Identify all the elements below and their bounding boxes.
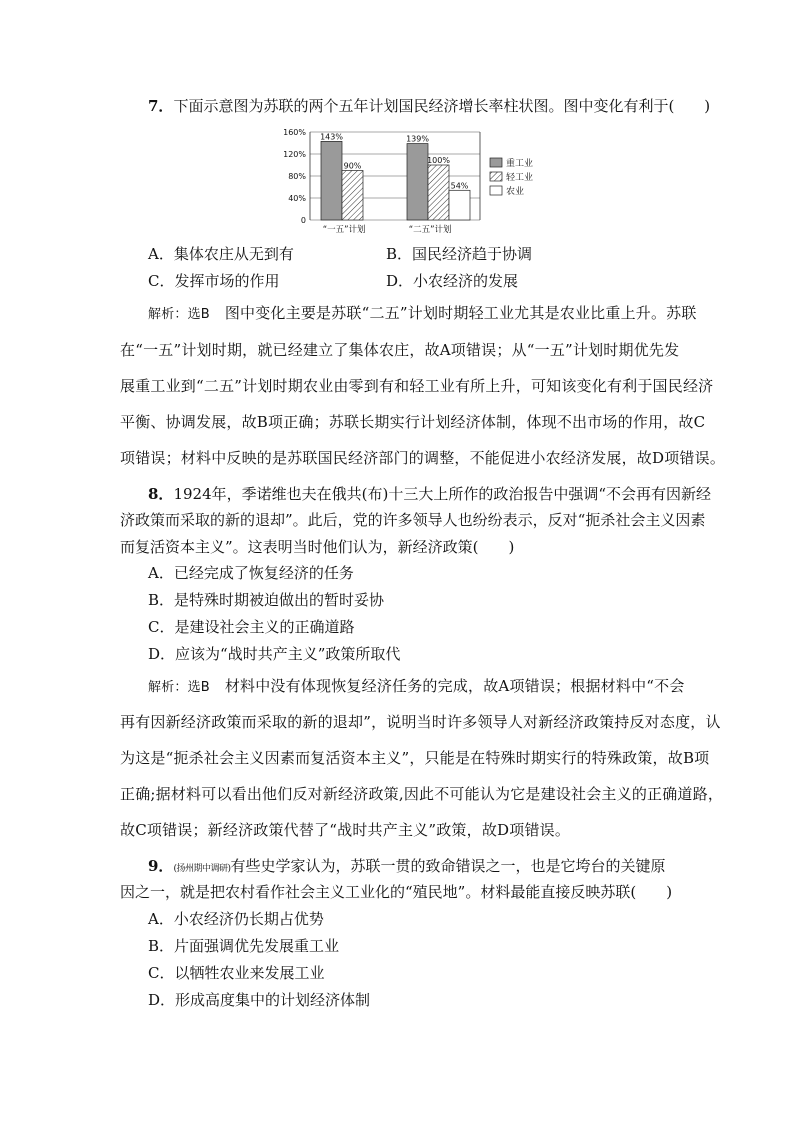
legend-label-农业: 农业 <box>506 187 525 197</box>
chart-y-tick-labels <box>283 128 306 225</box>
q7-analysis-label: 解析：选B <box>148 307 210 322</box>
q9-option-c-letter: C． <box>148 964 175 982</box>
bar-重工业-0 <box>321 141 342 220</box>
q9-option-a <box>148 909 324 929</box>
q7-option-c <box>148 271 280 291</box>
q8-option-b-letter: B． <box>148 591 175 609</box>
q7-option-c-letter: C． <box>148 272 175 290</box>
q9-stem-text-1: 有些史学家认为，苏联一贯的致命错误之一，也是它垮台的关键原 <box>230 857 666 875</box>
q7-analysis-line-3: 展重工业到“二五”计划时期农业由零到有和轻工业有所上升，可知该变化有利于国民经济 <box>120 377 714 395</box>
y-tick-label-0: 0 <box>300 216 306 225</box>
chart-legend <box>490 157 533 197</box>
bar-轻工业-1 <box>428 165 449 220</box>
q8-option-c-letter: C． <box>148 618 175 636</box>
data-label-轻工业-1: 100% <box>427 156 450 165</box>
q9-option-c <box>148 963 325 983</box>
legend-label-轻工业: 轻工业 <box>506 173 534 183</box>
q7-stem-text: 下面示意图为苏联的两个五年计划国民经济增长率柱状图。图中变化有利于( ) <box>173 97 711 115</box>
q7-number: 7． <box>148 97 174 115</box>
data-label-重工业-0: 143% <box>320 132 343 142</box>
y-tick-label-2: 80% <box>288 172 306 181</box>
data-label-农业-1: 54% <box>450 181 469 191</box>
q8-option-d-text: 应该为“战时共产主义”政策所取代 <box>175 645 401 663</box>
q9-source-tag: (扬州期中调研) <box>173 864 231 874</box>
category-label-0: “一五”计划 <box>322 225 366 235</box>
q8-analysis-line-5: 故C项错误；新经济政策代替了“战时共产主义”政策，故D项错误。 <box>120 821 571 839</box>
q7-analysis-line-2: 在“一五”计划时期，就已经建立了集体农庄，故A项错误；从“一五”计划时期优先发 <box>120 341 680 359</box>
legend-swatch-重工业 <box>490 158 502 167</box>
y-tick-label-3: 120% <box>283 150 306 159</box>
q7-option-d-letter: D． <box>386 272 414 290</box>
chart-category-labels <box>323 224 452 235</box>
q9-option-c-text: 以牺牲农业来发展工业 <box>174 964 325 982</box>
q9-option-b <box>148 936 339 956</box>
q8-option-d-letter: D． <box>148 645 176 663</box>
q7-option-d <box>386 271 518 291</box>
q9-option-a-letter: A． <box>148 910 174 928</box>
q7-analysis-text-1: 图中变化主要是苏联“二五”计划时期轻工业尤其是农业比重上升。苏联 <box>224 304 697 322</box>
q7-option-b-text: 国民经济趋于协调 <box>412 245 533 263</box>
q8-option-d <box>148 644 400 664</box>
q8-stem-text-1: 1924年，季诺维也夫在俄共(布)十三大上所作的政治报告中强调“不会再有因新经 <box>173 485 711 503</box>
data-label-轻工业-0: 90% <box>343 161 362 171</box>
q7-option-d-text: 小农经济的发展 <box>413 272 519 290</box>
q9-option-a-text: 小农经济仍长期占优势 <box>173 910 324 928</box>
q9-option-d-letter: D． <box>148 991 176 1009</box>
q8-analysis-line-2: 再有因新经济政策而采取的新的退却”，说明当时许多领导人对新经济政策持反对态度，认 <box>120 713 721 731</box>
q7-option-b-letter: B． <box>386 245 413 263</box>
q8-option-c-text: 是建设社会主义的正确道路 <box>174 618 355 636</box>
q8-option-b <box>148 590 384 610</box>
data-label-重工业-1: 139% <box>406 134 429 144</box>
q8-stem-line-2: 济政策而采取的新的退却”。此后，党的许多领导人也纷纷表示，反对“扼杀社会主义因素 <box>120 511 706 529</box>
category-label-1: “二五”计划 <box>408 225 452 235</box>
legend-label-重工业: 重工业 <box>506 159 534 169</box>
q9-stem-line-2: 因之一，就是把农村看作社会主义工业化的“殖民地”。材料最能直接反映苏联( ) <box>120 883 673 901</box>
q7-analysis-line-5: 项错误；材料中反映的是苏联国民经济部门的调整，不能促进小农经济发展，故D项错误。 <box>120 449 726 467</box>
legend-swatch-农业 <box>490 186 502 195</box>
bar-重工业-1 <box>407 144 428 220</box>
q9-option-b-text: 片面强调优先发展重工业 <box>174 937 340 955</box>
q9-option-d-text: 形成高度集中的计划经济体制 <box>175 991 371 1009</box>
q7-option-c-text: 发挥市场的作用 <box>174 272 280 290</box>
q9-option-d <box>148 990 370 1010</box>
q7-option-a-text: 集体农庄从无到有 <box>173 245 294 263</box>
y-tick-label-1: 40% <box>288 194 306 203</box>
q8-analysis-line-1 <box>148 676 685 698</box>
q9-number: 9． <box>148 857 174 875</box>
bar-轻工业-0 <box>342 171 363 221</box>
q8-option-a-text: 已经完成了恢复经济的任务 <box>173 564 354 582</box>
q7-option-a <box>148 244 294 264</box>
q8-number: 8． <box>148 485 174 503</box>
q7-analysis-line-1 <box>148 303 697 325</box>
q8-option-b-text: 是特殊时期被迫做出的暂时妥协 <box>174 591 385 609</box>
q8-option-a <box>148 563 354 583</box>
q8-option-a-letter: A． <box>148 564 174 582</box>
q9-option-b-letter: B． <box>148 937 175 955</box>
q7-analysis-line-4: 平衡、协调发展，故B项正确；苏联长期实行计划经济体制，体现不出市场的作用，故C <box>120 413 706 431</box>
q8-analysis-line-3: 为这是“扼杀社会主义因素而复活资本主义”，只能是在特殊时期实行的特殊政策，故B项 <box>120 749 710 767</box>
q7-option-b <box>386 244 532 264</box>
q8-stem-line-3: 而复活资本主义”。这表明当时他们认为，新经济政策( ) <box>120 538 515 556</box>
q7-option-a-letter: A． <box>148 245 174 263</box>
q8-analysis-text-1: 材料中没有体现恢复经济任务的完成，故A项错误；根据材料中“不会 <box>224 677 685 695</box>
q8-option-c <box>148 617 355 637</box>
q9-stem-line-1 <box>148 856 665 879</box>
y-tick-label-4: 160% <box>283 128 306 137</box>
q8-stem-line-1 <box>148 484 711 504</box>
legend-swatch-轻工业 <box>490 172 502 181</box>
bar-农业-1 <box>449 190 470 220</box>
growth-rate-bar-chart <box>270 122 550 238</box>
q8-analysis-line-4: 正确;据材料可以看出他们反对新经济政策,因此不可能认为它是建设社会主义的正确道路， <box>120 785 724 803</box>
q7-stem <box>148 96 710 116</box>
chart-bars <box>321 141 470 220</box>
q8-analysis-label: 解析：选B <box>148 680 210 695</box>
